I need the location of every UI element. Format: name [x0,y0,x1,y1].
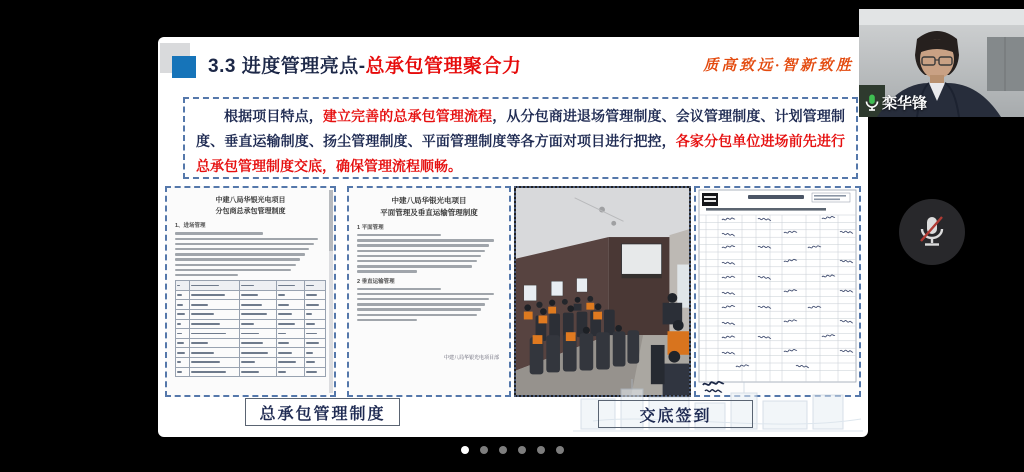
paragraph-segment-red: 各家分包单位进场前先进行总承包管理制度交底，确保管理流程顺畅。 [196,133,846,174]
slide-title [208,51,522,78]
participant-mic-icon [865,94,879,111]
document-panel-subcontract-system [165,186,336,397]
pagination-dot[interactable] [461,446,469,454]
document-title-line2: 平面管理及垂直运输管理制度 [380,208,478,217]
document-body-placeholder [357,288,501,322]
pagination-dot[interactable] [537,446,545,454]
signin-sheet-panel [694,186,861,397]
document-scrollbar [329,190,333,393]
paragraph-segment-red: 建立完善的总承包管理流程 [322,108,493,124]
document-section-heading: 1 平面管理 [357,225,384,231]
document-panel-plane-transport-system [347,186,511,397]
paragraph-segment-normal: 根据项目特点， [224,108,323,124]
document-section-heading: 1、进场管理 [175,223,206,230]
pagination-dot[interactable] [480,446,488,454]
shared-slide [158,37,868,437]
microphone-muted-icon [916,214,948,250]
document-title-line1: 中建八局华银光电项目 [391,196,467,205]
briefing-signin-button[interactable]: 交底签到 [598,400,753,428]
pagination-dots [461,446,564,454]
slide-title-prefix: 3.3 进度管理亮点- [208,56,366,77]
document-title-line2: 分包商总承包管理制度 [215,207,286,216]
participant-name-bar [865,92,927,113]
document-page [349,188,509,395]
pagination-dot[interactable] [556,446,564,454]
participant-video-tile[interactable] [859,9,1024,117]
document-section-heading: 2 垂直运输管理 [357,278,395,285]
signin-sheet-illustration [696,188,859,395]
slide-title-highlight: 总承包管理聚合力 [365,56,522,77]
summary-paragraph [196,104,845,179]
document-table-placeholder [175,280,326,377]
company-motto: 质高致远·智新致胜 [703,58,854,74]
general-contract-system-button[interactable]: 总承包管理制度 [245,398,400,426]
document-body-placeholder [175,232,326,276]
document-body-placeholder [357,234,501,273]
meeting-room-photo-illustration [516,188,689,395]
meeting-photo [514,186,691,397]
paragraph-segment-normal: ，从分包商进退场管理制度、会议管理制度、计划管理制度、垂直运输制度、扬尘管理制度、平面管理制度等各方面对项目进行把控， [196,108,846,149]
pagination-dot[interactable] [518,446,526,454]
pagination-dot[interactable] [499,446,507,454]
document-title-line1: 中建八局华银光电项目 [215,196,286,204]
document-page [167,188,334,395]
document-footer-unit: 中建八局华银光电项目部 [443,355,499,361]
participant-name: 栾华锋 [882,95,928,112]
microphone-mute-button[interactable] [899,199,965,265]
summary-paragraph-box [183,97,858,179]
title-blue-square-decoration [172,56,196,78]
